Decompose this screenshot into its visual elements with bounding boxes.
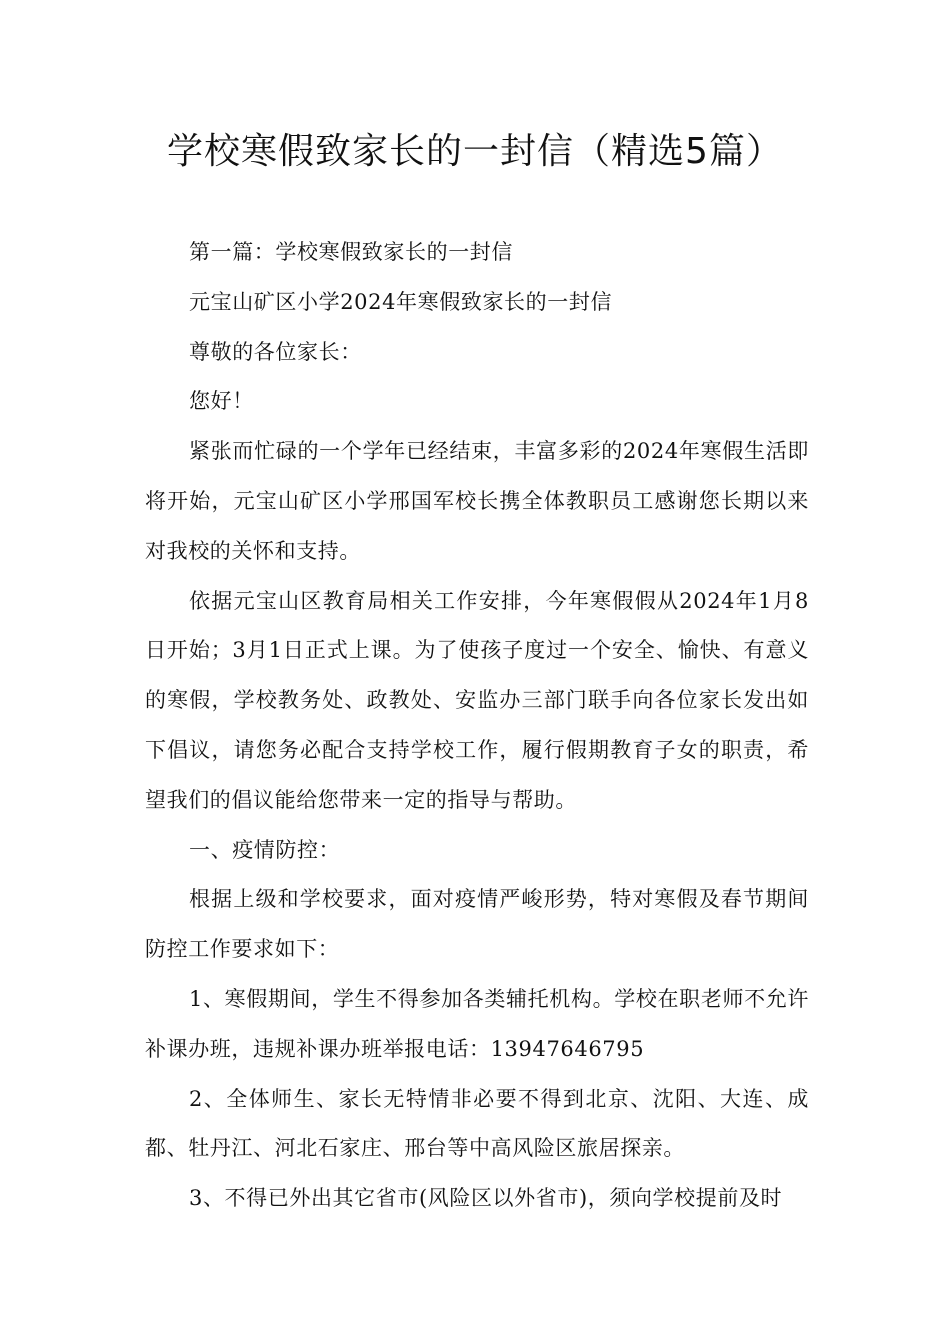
paragraph-letter-title: 元宝山矿区小学2024年寒假致家长的一封信	[189, 289, 613, 314]
paragraph-salutation: 尊敬的各位家长：	[189, 339, 362, 364]
paragraph-schedule: 依据元宝山区教育局相关工作安排，今年寒假假从2024年1月8日开始；3月1日正式上课。为了使孩子度过一个安全、愉快、有意义的寒假，学校教务处、政教处、安监办三部门联手向各位家长发出如下倡议，请您务必配合支持学校工作，履行假期教育子女的职责，希望我们的倡议能给您带来一定的指导与帮助。	[145, 588, 809, 812]
paragraph-item-2: 2、全体师生、家长无特情非必要不得到北京、沈阳、大连、成都、牡丹江、河北石家庄、邢台等中高风险区旅居探亲。	[145, 1086, 809, 1161]
paragraph-item-3: 3、不得已外出其它省市(风险区以外省市)，须向学校提前及时	[189, 1186, 783, 1211]
paragraph-intro: 紧张而忙碌的一个学年已经结束，丰富多彩的2024年寒假生活即将开始，元宝山矿区小学邢国军校长携全体教职员工感谢您长期以来对我校的关怀和支持。	[145, 439, 809, 563]
paragraph-section-heading: 一、疫情防控：	[189, 837, 341, 862]
paragraph-greeting: 您好！	[189, 389, 254, 414]
paragraph-epidemic-intro: 根据上级和学校要求，面对疫情严峻形势，特对寒假及春节期间防控工作要求如下：	[145, 887, 809, 962]
document-title: 学校寒假致家长的一封信（精选5篇）	[167, 131, 783, 172]
paragraph-part-heading: 第一篇：学校寒假致家长的一封信	[189, 240, 513, 264]
document-body	[145, 228, 809, 1224]
paragraph-item-1: 1、寒假期间，学生不得参加各类辅托机构。学校在职老师不允许补课办班，违规补课办班举报电话：13947646795	[145, 986, 809, 1061]
